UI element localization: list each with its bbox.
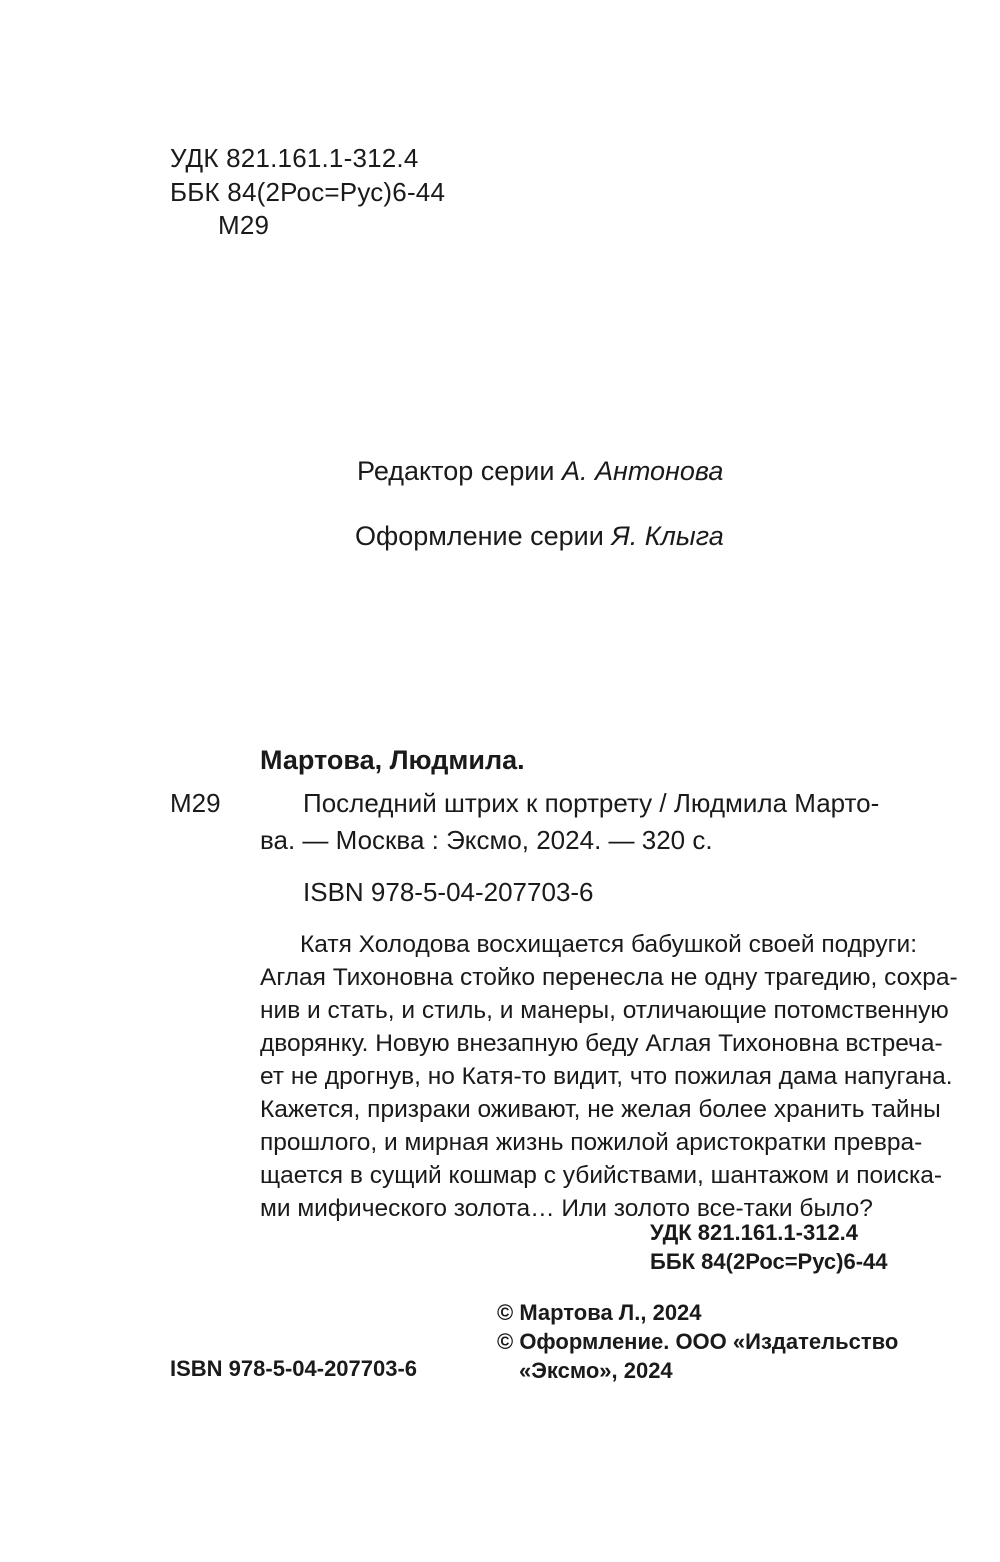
annotation-paragraph bbox=[260, 928, 958, 1225]
design-credit bbox=[355, 520, 724, 552]
annotation-line: прошлого, и мирная жизнь пожилой аристократки превра- bbox=[260, 1129, 923, 1156]
annotation-line: Аглая Тихоновна стойко перенесла не одну трагедию, сохра- bbox=[260, 964, 958, 991]
udk-code: УДК 821.161.1-312.4 bbox=[170, 143, 419, 173]
design-label: Оформление серии bbox=[355, 521, 604, 551]
bbk-code-bold: ББК 84(2Рос=Рус)6-44 bbox=[650, 1249, 888, 1274]
design-name: Я. Клыга bbox=[611, 521, 724, 551]
copyright-publisher: «Эксмо», 2024 bbox=[519, 1358, 673, 1383]
editor-name: А. Антонова bbox=[561, 456, 724, 486]
udk-code-bold: УДК 821.161.1-312.4 bbox=[650, 1220, 859, 1245]
editor-credit bbox=[357, 455, 723, 487]
annotation-line: дворянку. Новую внезапную беду Аглая Тихоновна встреча- bbox=[260, 1030, 943, 1057]
annotation-line: Кажется, призраки оживают, не желая более хранить тайны bbox=[260, 1096, 941, 1123]
annotation-line: Катя Холодова восхищается бабушкой своей подруги: bbox=[300, 931, 917, 958]
copyright-design: © Оформление. ООО «Издательство bbox=[497, 1329, 899, 1354]
isbn-bottom: ISBN 978-5-04-207703-6 bbox=[170, 1356, 418, 1381]
bbk-code: ББК 84(2Рос=Рус)6-44 bbox=[170, 177, 446, 207]
annotation-line: щается в сущий кошмар с убийствами, шантажом и поиска- bbox=[260, 1162, 943, 1189]
annotation-line: нив и стать, и стиль, и манеры, отличающие потомственную bbox=[260, 997, 949, 1024]
codes-block bbox=[650, 1218, 888, 1276]
editor-label: Редактор серии bbox=[357, 456, 555, 486]
annotation-line: ми мифического золота… Или золото все-таки было? bbox=[260, 1195, 873, 1222]
title-line-2: ва. — Москва : Эксмо, 2024. — 320 с. bbox=[260, 825, 713, 855]
author-heading: Мартова, Людмила. bbox=[260, 745, 525, 775]
title-line-1: Последний штрих к портрету / Людмила Марто- bbox=[303, 788, 880, 818]
author-mark-top: М29 bbox=[218, 210, 270, 240]
isbn-record: ISBN 978-5-04-207703-6 bbox=[303, 877, 594, 907]
copyright-author: © Мартова Л., 2024 bbox=[497, 1300, 702, 1325]
annotation-line: ет не дрогнув, но Катя-то видит, что пожилая дама напугана. bbox=[260, 1063, 953, 1090]
copyright-block bbox=[497, 1298, 898, 1385]
author-mark-left: М29 bbox=[170, 788, 221, 818]
